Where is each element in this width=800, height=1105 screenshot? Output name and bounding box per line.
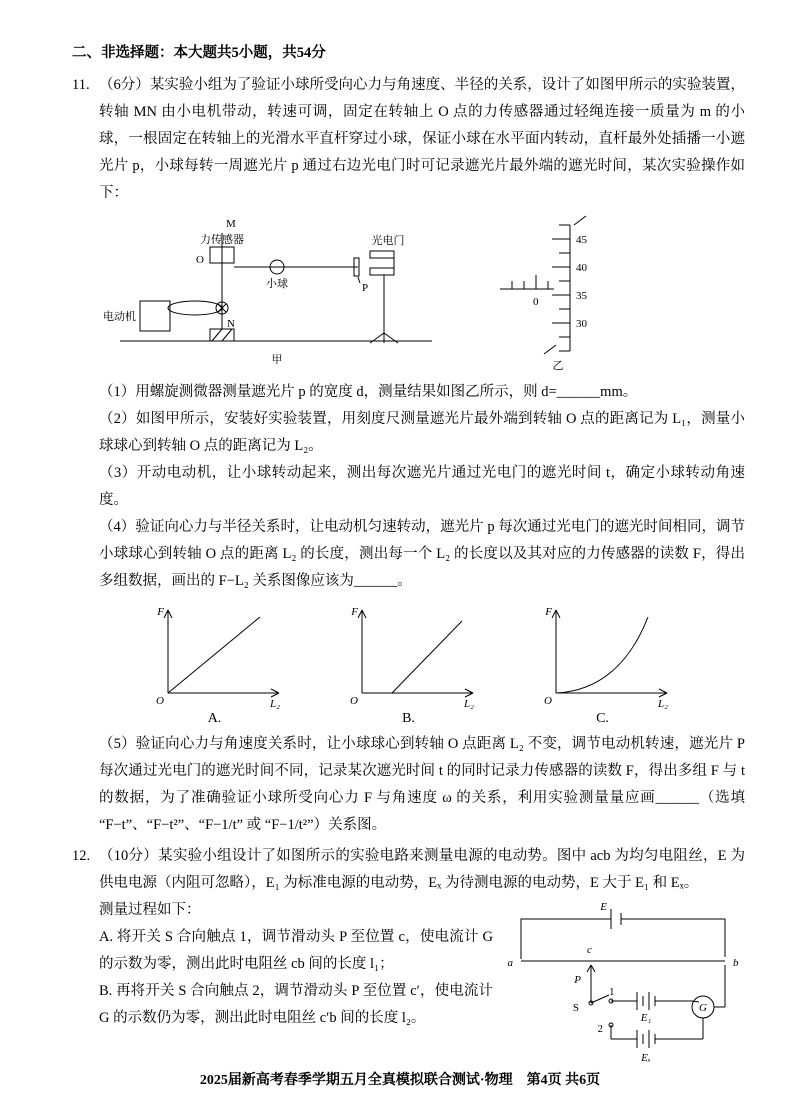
shutter-label-p: P (362, 282, 369, 294)
shaft-label-o: O (196, 254, 204, 266)
graph-c-curve (556, 617, 648, 693)
graph-b-line (392, 621, 462, 693)
graph-a-origin: O (155, 695, 164, 707)
scale-tick-35: 35 (576, 290, 587, 302)
graph-a (140, 601, 290, 729)
graph-b-xlabel: L₂ (463, 698, 474, 709)
q12-number: 12. (72, 848, 91, 864)
circuit-label-e1: E₁ (640, 1012, 652, 1024)
graph-c-ylabel: F (544, 606, 552, 618)
q11-figure (92, 211, 745, 375)
apparatus-figure (92, 211, 712, 375)
graph-c (528, 601, 678, 729)
circuit-label-ex: Eₓ (641, 1052, 651, 1064)
graph-c-plot (528, 601, 678, 709)
circuit-label-1: 1 (609, 986, 615, 998)
shaft-label-n: N (227, 318, 235, 330)
q12-steps (99, 897, 503, 1081)
q11-part-3: （3）开动电动机，让小球转动起来，测出每次遮光片通过光电门的遮光时间 t，确定小球转动角速度。 (99, 465, 745, 508)
caption-jia: 甲 (271, 354, 283, 366)
graph-c-caption: C. (596, 711, 609, 726)
graph-b-origin: O (349, 695, 358, 707)
q12-steps-title: 测量过程如下： (99, 902, 201, 918)
footer-text: 2025届新高考春季学期五月全真模拟联合测试·物理 第4页 共6页 (199, 1073, 601, 1088)
photogate-top-plate (370, 251, 394, 258)
scale-zero: 0 (533, 296, 539, 308)
question-11 (72, 72, 745, 839)
graph-a-line (168, 617, 260, 693)
graph-a-plot (140, 601, 290, 709)
graph-b-ylabel: F (350, 606, 358, 618)
sensor-label: 力传感器 (200, 234, 244, 246)
q11-number: 11. (72, 77, 90, 93)
belt-ellipse (168, 301, 222, 315)
graph-a-xlabel: L₂ (269, 698, 280, 709)
circuit-label-s: S (572, 1002, 579, 1014)
question-12 (72, 843, 745, 1081)
circuit-label-b: b (733, 957, 739, 969)
scale-tick-40: 40 (576, 262, 587, 274)
graph-b-plot (334, 601, 484, 709)
motor-box (140, 301, 170, 331)
graph-b-caption: B. (402, 711, 415, 726)
q12-intro: （10分）某实验小组设计了如图所示的实验电路来测量电源的电动势。图中 acb 为均匀电阻丝，E 为供电电源（内阻可忽略），E₁ 为标准电源的电动势，Eₓ 为待测电源的电动势，E 大于 E₁ 和 Eₓ。 (99, 848, 745, 891)
caption-yi: 乙 (552, 360, 564, 372)
photogate-bottom-plate (370, 268, 394, 275)
switch-arm (591, 995, 609, 1003)
q11-part-5: （5）验证向心力与角速度关系时，让小球球心到转轴 O 点距离 L₂ 不变，调节电动机转速，遮光片 P 每次通过光电门的遮光时间不同，记录某次遮光时间 t 的同时记录力传感器的读数 F，得出多组 F 与 t 的数据，为了准确验证小球所受向心力 F 与角速度 ω 的关系，利用实验测量量应画______（选填 “F−t”、“F−t²”、“F−1/t” 或 “F−1/t²”）关系图。 (99, 736, 745, 833)
circuit-label-g: G (699, 1002, 707, 1014)
q11-part-2: （2）如图甲所示，安装好实验装置，用刻度尺测量遮光片最外端到转轴 O 点的距离记为 L₁，测量小球球心到转轴 O 点的距离记为 L₂。 (99, 411, 745, 454)
graph-a-ylabel: F (156, 606, 164, 618)
circuit-label-c: c (587, 944, 592, 956)
circuit-label-e: E (600, 901, 607, 913)
ball-label: 小球 (266, 278, 288, 290)
photogate-label: 光电门 (371, 235, 405, 247)
q11-intro: （6分）某实验小组为了验证小球所受向心力与角速度、半径的关系，设计了如图甲所示的实验装置，转轴 MN 由小电机带动，转速可调，固定在转轴上 O 点的力传感器通过轻绳连接一质量为 m 的小球，一根固定在转轴上的光滑水平直杆穿过小球，保证小球在水平面内转动，直杆最外处插播一小遮光片 p，小球每转一周遮光片 p 通过右边光电门时可记录遮光片最外端的遮光时间，某次实验操作如下： (99, 77, 745, 201)
q12-step-a: A. 将开关 S 合向触点 1，调节滑动头 P 至位置 c，使电流计 G 的示数为零，测出此时电阻丝 cb 间的长度 l₁； (99, 929, 493, 972)
graph-c-xlabel: L₂ (657, 698, 668, 709)
q12-circuit (503, 897, 745, 1081)
graph-a-caption: A. (207, 711, 222, 726)
circuit-label-a: a (507, 957, 513, 969)
scale-tick-45: 45 (576, 234, 587, 246)
graph-c-origin: O (543, 695, 552, 707)
scale-tick-30: 30 (576, 318, 587, 330)
graph-b (334, 601, 484, 729)
motor-label: 电动机 (103, 311, 136, 323)
section-header: 二、非选择题：本大题共5小题，共54分 (72, 45, 326, 61)
q11-graphs (72, 601, 745, 729)
circuit-figure (503, 899, 745, 1081)
circuit-label-p: P (574, 974, 581, 986)
q11-part-4: （4）验证向心力与半径关系时，让电动机匀速转动，遮光片 p 每次通过光电门的遮光时间相同，调节小球球心到转轴 O 点的距离 L₂ 的长度，测出每一个 L₂ 的长度以及其对应的力传感器的读数 F，得出多组数据，画出的 F−L₂ 关系图像应该为______。 (99, 519, 745, 589)
q12-step-b: B. 再将开关 S 合向触点 2，调节滑动头 P 至位置 c′，使电流计 G 的示数仍为零，测出此时电阻丝 c′b 间的长度 l₂。 (99, 983, 493, 1026)
shaft-label-m: M (226, 218, 236, 230)
q11-part-1: （1）用螺旋测微器测量遮光片 p 的宽度 d，测量结果如图乙所示，则 d=______mm。 (99, 384, 638, 400)
circuit-label-2: 2 (597, 1023, 603, 1035)
